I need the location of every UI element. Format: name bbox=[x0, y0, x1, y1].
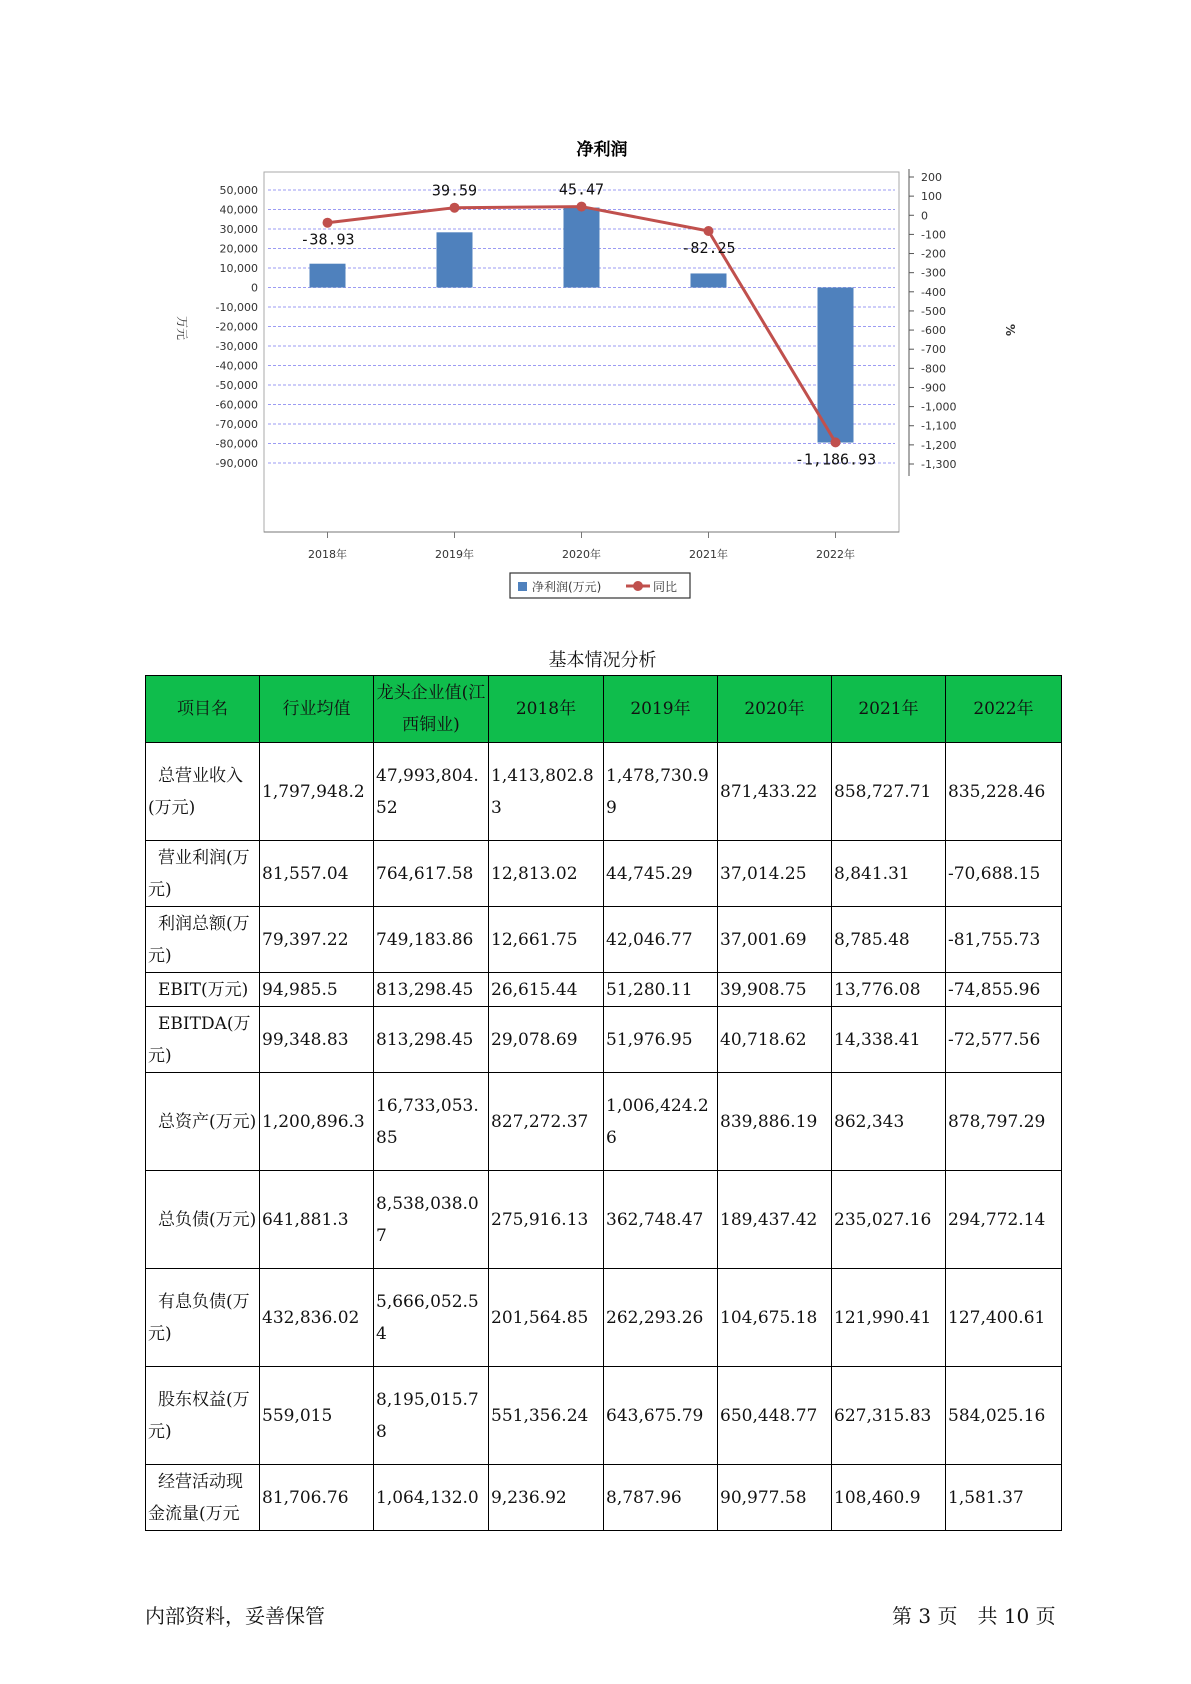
value-cell: 1,478,730.99 bbox=[604, 743, 718, 841]
left-tick-label: 50,000 bbox=[219, 184, 258, 197]
value-cell: 432,836.02 bbox=[260, 1269, 374, 1367]
net-profit-bar bbox=[691, 273, 727, 287]
value-cell: 1,797,948.2 bbox=[260, 743, 374, 841]
value-cell: 813,298.45 bbox=[374, 1007, 489, 1073]
value-cell: 627,315.83 bbox=[832, 1367, 946, 1465]
net-profit-bar bbox=[437, 232, 473, 287]
yoy-point bbox=[704, 226, 714, 236]
value-cell: 37,014.25 bbox=[718, 841, 832, 907]
value-cell: 39,908.75 bbox=[718, 973, 832, 1007]
column-header: 2018年 bbox=[489, 676, 604, 743]
basic-analysis-table bbox=[145, 675, 1062, 1531]
x-tick-label: 2018年 bbox=[308, 548, 347, 561]
left-tick-label: -90,000 bbox=[215, 457, 258, 470]
value-cell: 16,733,053.85 bbox=[374, 1073, 489, 1171]
footer-page-mid: 页 共 bbox=[937, 1604, 998, 1628]
value-cell: 26,615.44 bbox=[489, 973, 604, 1007]
value-cell: 81,557.04 bbox=[260, 841, 374, 907]
left-axis-title: 万元 bbox=[175, 315, 189, 341]
value-cell: 362,748.47 bbox=[604, 1171, 718, 1269]
yoy-data-label: -38.93 bbox=[300, 230, 355, 249]
legend-line-label: 同比 bbox=[653, 580, 678, 594]
value-cell: 835,228.46 bbox=[946, 743, 1062, 841]
row-label-cell: EBIT(万元) bbox=[146, 973, 260, 1007]
value-cell: 8,787.96 bbox=[604, 1465, 718, 1531]
right-tick-label: -100 bbox=[921, 228, 946, 242]
left-tick-label: 0 bbox=[251, 281, 258, 295]
row-label-cell: 股东权益(万元) bbox=[146, 1367, 260, 1465]
value-cell: 235,027.16 bbox=[832, 1171, 946, 1269]
x-tick-label: 2021年 bbox=[689, 548, 728, 561]
right-tick-label: 200 bbox=[921, 171, 942, 184]
value-cell: 827,272.37 bbox=[489, 1073, 604, 1171]
value-cell: 127,400.61 bbox=[946, 1269, 1062, 1367]
yoy-point bbox=[323, 218, 333, 228]
footer-page-suffix: 页 bbox=[1035, 1604, 1056, 1628]
footer-confidential-note: 内部资料，妥善保管 bbox=[145, 1604, 325, 1628]
yoy-data-label: -82.25 bbox=[681, 239, 736, 258]
value-cell: 1,200,896.3 bbox=[260, 1073, 374, 1171]
value-cell: 81,706.76 bbox=[260, 1465, 374, 1531]
table-row bbox=[146, 1073, 1062, 1171]
right-tick-label: -900 bbox=[921, 381, 946, 395]
chart-title: 净利润 bbox=[576, 140, 628, 160]
net-profit-bar bbox=[564, 208, 600, 288]
right-tick-label: -1,000 bbox=[921, 400, 957, 414]
right-tick-label: -500 bbox=[921, 304, 946, 318]
left-tick-label: -30,000 bbox=[215, 340, 258, 353]
value-cell: 764,617.58 bbox=[374, 841, 489, 907]
value-cell: -74,855.96 bbox=[946, 973, 1062, 1007]
column-header: 2019年 bbox=[604, 676, 718, 743]
table-header-row bbox=[146, 676, 1062, 743]
value-cell: -81,755.73 bbox=[946, 907, 1062, 973]
value-cell: 5,666,052.54 bbox=[374, 1269, 489, 1367]
x-tick-label: 2020年 bbox=[562, 548, 601, 561]
value-cell: 94,985.5 bbox=[260, 973, 374, 1007]
left-tick-label: -60,000 bbox=[215, 398, 258, 412]
value-cell: 8,785.48 bbox=[832, 907, 946, 973]
right-tick-label: -1,200 bbox=[921, 438, 957, 452]
value-cell: -70,688.15 bbox=[946, 841, 1062, 907]
value-cell: 862,343 bbox=[832, 1073, 946, 1171]
left-tick-label: -20,000 bbox=[215, 320, 258, 334]
yoy-point bbox=[577, 202, 587, 212]
right-tick-label: 0 bbox=[921, 209, 928, 223]
right-tick-label: -800 bbox=[921, 362, 946, 376]
row-label-cell: 营业利润(万元) bbox=[146, 841, 260, 907]
table-row bbox=[146, 1269, 1062, 1367]
yoy-point bbox=[450, 203, 460, 213]
value-cell: 584,025.16 bbox=[946, 1367, 1062, 1465]
row-label-cell: 经营活动现金流量(万元 bbox=[146, 1465, 260, 1531]
value-cell: 275,916.13 bbox=[489, 1171, 604, 1269]
value-cell: 749,183.86 bbox=[374, 907, 489, 973]
left-tick-label: 20,000 bbox=[219, 242, 258, 256]
table-caption: 基本情况分析 bbox=[548, 650, 657, 671]
left-tick-label: -50,000 bbox=[215, 379, 258, 392]
value-cell: 551,356.24 bbox=[489, 1367, 604, 1465]
right-tick-label: -700 bbox=[921, 343, 946, 357]
value-cell: 813,298.45 bbox=[374, 973, 489, 1007]
left-tick-label: 30,000 bbox=[219, 223, 258, 236]
value-cell: 29,078.69 bbox=[489, 1007, 604, 1073]
net-profit-bar bbox=[310, 264, 346, 288]
value-cell: 12,813.02 bbox=[489, 841, 604, 907]
table-row bbox=[146, 1465, 1062, 1531]
value-cell: 14,338.41 bbox=[832, 1007, 946, 1073]
value-cell: 9,236.92 bbox=[489, 1465, 604, 1531]
value-cell: 47,993,804.52 bbox=[374, 743, 489, 841]
net-profit-chart bbox=[150, 130, 1050, 600]
footer-page-number: 3 bbox=[918, 1604, 932, 1628]
right-axis-title: % bbox=[1003, 323, 1017, 337]
footer-total-pages: 10 bbox=[1003, 1604, 1030, 1628]
value-cell: 51,280.11 bbox=[604, 973, 718, 1007]
yoy-point bbox=[831, 437, 841, 447]
left-tick-label: -80,000 bbox=[215, 437, 258, 451]
legend-line-marker bbox=[633, 581, 643, 591]
left-tick-label: 10,000 bbox=[219, 262, 258, 275]
value-cell: 1,413,802.83 bbox=[489, 743, 604, 841]
right-tick-label: -1,300 bbox=[921, 458, 957, 471]
table-row bbox=[146, 743, 1062, 841]
value-cell: 858,727.71 bbox=[832, 743, 946, 841]
column-header: 项目名 bbox=[146, 676, 260, 743]
value-cell: 1,064,132.0 bbox=[374, 1465, 489, 1531]
footer-page-prefix: 第 bbox=[892, 1604, 912, 1628]
left-tick-label: -10,000 bbox=[215, 301, 258, 314]
table-row bbox=[146, 1007, 1062, 1073]
value-cell: 839,886.19 bbox=[718, 1073, 832, 1171]
value-cell: 8,841.31 bbox=[832, 841, 946, 907]
column-header: 2021年 bbox=[832, 676, 946, 743]
legend-bar-label: 净利润(万元) bbox=[532, 580, 602, 594]
row-label-cell: 总资产(万元) bbox=[146, 1073, 260, 1171]
table-row bbox=[146, 907, 1062, 973]
footer-page-info bbox=[892, 1600, 1056, 1629]
table-row bbox=[146, 1171, 1062, 1269]
value-cell: 121,990.41 bbox=[832, 1269, 946, 1367]
left-tick-label: -40,000 bbox=[215, 359, 258, 373]
value-cell: 90,977.58 bbox=[718, 1465, 832, 1531]
value-cell: 40,718.62 bbox=[718, 1007, 832, 1073]
value-cell: 1,006,424.26 bbox=[604, 1073, 718, 1171]
row-label-cell: EBITDA(万元) bbox=[146, 1007, 260, 1073]
table-row bbox=[146, 1367, 1062, 1465]
value-cell: 262,293.26 bbox=[604, 1269, 718, 1367]
value-cell: 104,675.18 bbox=[718, 1269, 832, 1367]
value-cell: 51,976.95 bbox=[604, 1007, 718, 1073]
left-tick-label: 40,000 bbox=[219, 203, 258, 217]
right-tick-label: -400 bbox=[921, 285, 946, 299]
yoy-data-label: -1,186.93 bbox=[794, 450, 877, 469]
column-header: 行业均值 bbox=[260, 676, 374, 743]
value-cell: 641,881.3 bbox=[260, 1171, 374, 1269]
value-cell: 13,776.08 bbox=[832, 973, 946, 1007]
right-tick-label: -600 bbox=[921, 324, 946, 338]
table-row bbox=[146, 973, 1062, 1007]
value-cell: 44,745.29 bbox=[604, 841, 718, 907]
yoy-data-label: 39.59 bbox=[431, 181, 478, 200]
value-cell: 1,581.37 bbox=[946, 1465, 1062, 1531]
value-cell: 189,437.42 bbox=[718, 1171, 832, 1269]
right-tick-label: -200 bbox=[921, 247, 946, 261]
value-cell: 878,797.29 bbox=[946, 1073, 1062, 1171]
row-label-cell: 总营业收入(万元) bbox=[146, 743, 260, 841]
value-cell: 643,675.79 bbox=[604, 1367, 718, 1465]
value-cell: 650,448.77 bbox=[718, 1367, 832, 1465]
row-label-cell: 利润总额(万元) bbox=[146, 907, 260, 973]
value-cell: 201,564.85 bbox=[489, 1269, 604, 1367]
column-header: 2020年 bbox=[718, 676, 832, 743]
legend-bar-swatch bbox=[518, 582, 527, 591]
value-cell: 294,772.14 bbox=[946, 1171, 1062, 1269]
left-tick-label: -70,000 bbox=[215, 418, 258, 431]
right-tick-label: -1,100 bbox=[921, 419, 957, 433]
value-cell: 559,015 bbox=[260, 1367, 374, 1465]
value-cell: 42,046.77 bbox=[604, 907, 718, 973]
row-label-cell: 有息负债(万元) bbox=[146, 1269, 260, 1367]
column-header: 2022年 bbox=[946, 676, 1062, 743]
value-cell: 108,460.9 bbox=[832, 1465, 946, 1531]
value-cell: -72,577.56 bbox=[946, 1007, 1062, 1073]
value-cell: 8,195,015.78 bbox=[374, 1367, 489, 1465]
column-header: 龙头企业值(江西铜业) bbox=[374, 676, 489, 743]
x-tick-label: 2019年 bbox=[435, 548, 474, 561]
row-label-cell: 总负债(万元) bbox=[146, 1171, 260, 1269]
value-cell: 12,661.75 bbox=[489, 907, 604, 973]
table-row bbox=[146, 841, 1062, 907]
value-cell: 8,538,038.07 bbox=[374, 1171, 489, 1269]
value-cell: 79,397.22 bbox=[260, 907, 374, 973]
right-tick-label: 100 bbox=[921, 190, 942, 204]
value-cell: 871,433.22 bbox=[718, 743, 832, 841]
x-tick-label: 2022年 bbox=[816, 548, 855, 561]
value-cell: 99,348.83 bbox=[260, 1007, 374, 1073]
yoy-data-label: 45.47 bbox=[558, 180, 605, 199]
value-cell: 37,001.69 bbox=[718, 907, 832, 973]
right-tick-label: -300 bbox=[921, 266, 946, 280]
